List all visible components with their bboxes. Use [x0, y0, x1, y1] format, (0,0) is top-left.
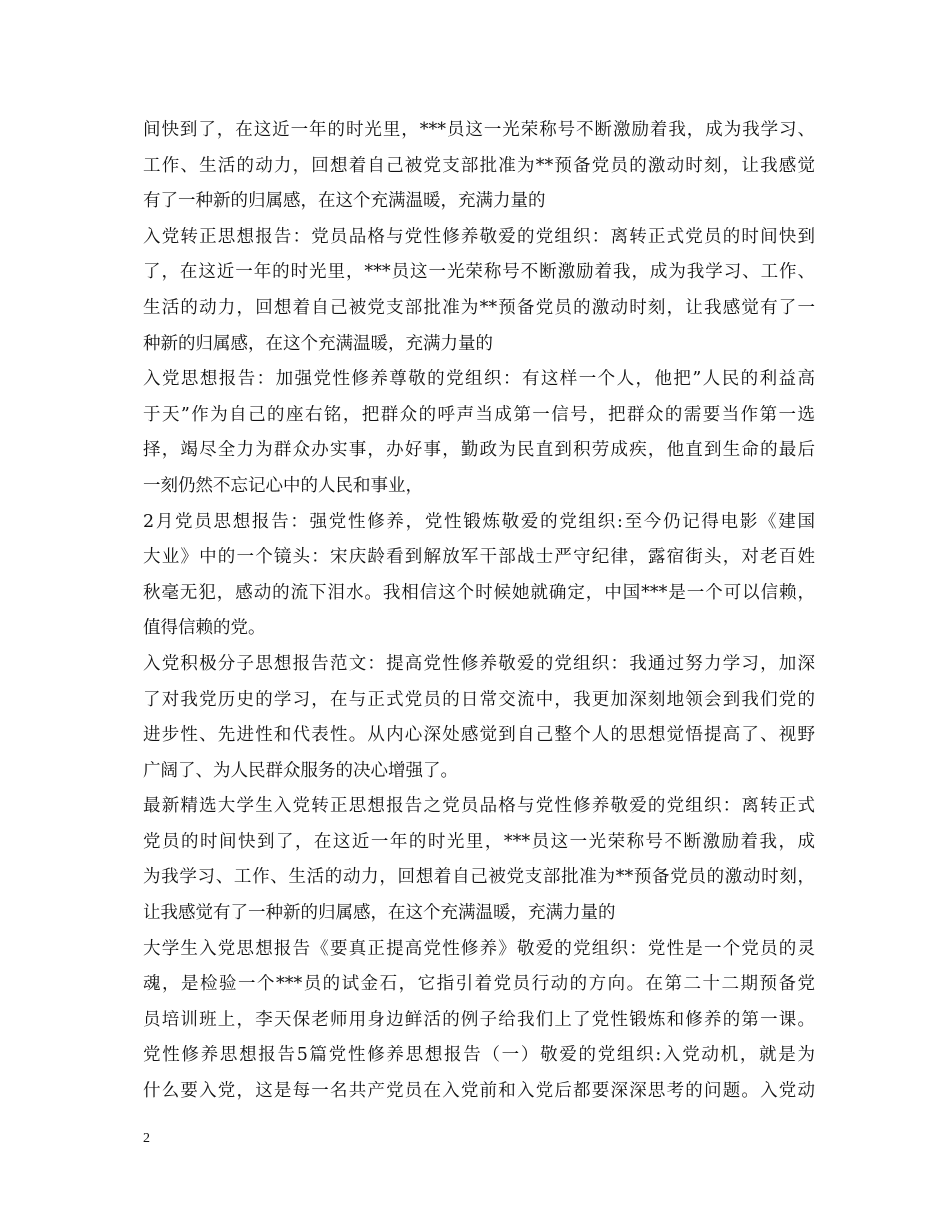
text-line: 大业》中的一个镜头：宋庆龄看到解放军干部战士严守纪律，露宿街头，对老百姓 — [143, 547, 815, 568]
text-line: 2月党员思想报告：强党性修养，党性锻炼敬爱的党组织:至今仍记得电影《建国 — [143, 511, 815, 532]
text-line: 择，竭尽全力为群众办实事，办好事，勤政为民直到积劳成疾，他直到生命的最后 — [143, 440, 815, 461]
text-line: 间快到了，在这近一年的时光里，***员这一光荣称号不断激励着我，成为我学习、 — [143, 120, 815, 140]
text-line: 入党积极分子思想报告范文：提高党性修养敬爱的党组织：我通过努力学习，加深 — [143, 653, 815, 674]
text-line: 了对我党历史的学习，在与正式党员的日常交流中，我更加深刻地领会到我们党的 — [143, 689, 815, 710]
text-line: 了，在这近一年的时光里，***员这一光荣称号不断激励着我，成为我学习、工作、 — [143, 262, 815, 283]
text-line: 让我感觉有了一种新的归属感，在这个充满温暖，充满力量的 — [143, 903, 616, 924]
page-number: 2 — [143, 1131, 150, 1146]
text-line: 入党思想报告：加强党性修养尊敬的党组织：有这样一个人，他把”人民的利益高 — [143, 369, 815, 390]
text-line: 什么要入党，这是每一名共产党员在入党前和入党后都要深深思考的问题。入党动 — [143, 1081, 815, 1102]
text-line: 有了一种新的归属感，在这个充满温暖，充满力量的 — [143, 191, 546, 212]
text-line: 进步性、先进性和代表性。从内心深处感觉到自己整个人的思想觉悟提高了、视野 — [143, 725, 815, 746]
text-line: 种新的归属感，在这个充满温暖，充满力量的 — [143, 333, 493, 354]
text-line: 魂，是检验一个***员的试金石，它指引着党员行动的方向。在第二十二期预备党 — [143, 974, 815, 995]
document-body — [143, 113, 815, 1110]
text-line: 工作、生活的动力，回想着自己被党支部批准为**预备党员的激动时刻，让我感觉 — [143, 155, 815, 176]
text-line: 一刻仍然不忘记心中的人民和事业， — [143, 475, 423, 496]
text-line: 党性修养思想报告5篇党性修养思想报告（一）敬爱的党组织:入党动机，就是为 — [143, 1045, 815, 1066]
text-line: 值得信赖的党。 — [143, 618, 266, 639]
text-line: 入党转正思想报告：党员品格与党性修养敬爱的党组织：离转正式党员的时间快到 — [143, 226, 815, 247]
text-line: 最新精选大学生入党转正思想报告之党员品格与党性修养敬爱的党组织：离转正式 — [143, 796, 815, 817]
text-line: 员培训班上，李天保老师用身边鲜活的例子给我们上了党性锻炼和修养的第一课。 — [143, 1009, 815, 1030]
text-line: 秋毫无犯，感动的流下泪水。我相信这个时候她就确定，中国***是一个可以信赖， — [143, 582, 815, 603]
text-line: 大学生入党思想报告《要真正提高党性修养》敬爱的党组织：党性是一个党员的灵 — [143, 938, 815, 959]
text-line: 党员的时间快到了，在这近一年的时光里，***员这一光荣称号不断激励着我，成 — [143, 831, 815, 852]
text-line: 广阔了、为人民群众服务的决心增强了。 — [143, 760, 458, 781]
text-line: 于天”作为自己的座右铭，把群众的呼声当成第一信号，把群众的需要当作第一选 — [143, 404, 815, 425]
text-line: 生活的动力，回想着自己被党支部批准为**预备党员的激动时刻，让我感觉有了一 — [143, 297, 815, 318]
text-line: 为我学习、工作、生活的动力，回想着自己被党支部批准为**预备党员的激动时刻， — [143, 867, 815, 888]
